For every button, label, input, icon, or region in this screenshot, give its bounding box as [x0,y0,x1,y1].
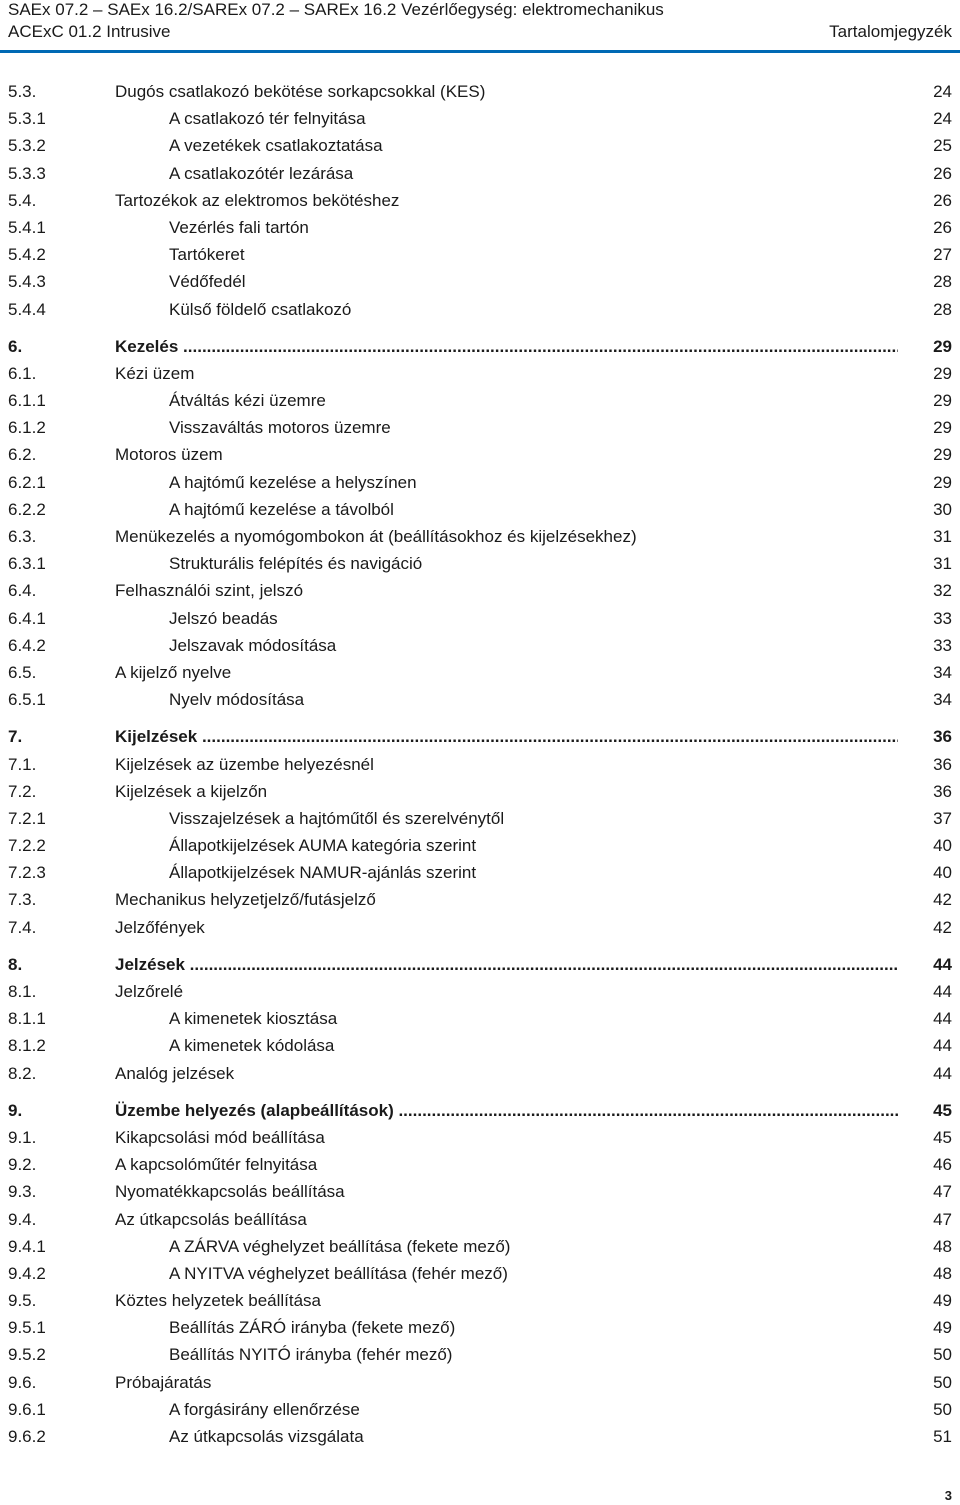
toc-entry-title: Beállítás ZÁRÓ irányba (fekete mező) [169,1318,456,1338]
toc-entry-link[interactable] [0,1369,960,1396]
toc-entry-page: 24 [933,109,952,129]
document-subtitle: ACExC 01.2 Intrusive [8,22,171,41]
toc-entry-title: Strukturális felépítés és navigáció [169,554,423,574]
toc-entry-page: 40 [933,863,952,883]
toc-entry-number: 7.1. [8,754,37,774]
toc-entry-page: 26 [933,190,952,210]
toc-entry-page: 40 [933,836,952,856]
toc-entry-number: 9.4. [8,1209,37,1229]
toc-entry-number: 6.2.1 [8,472,46,492]
toc-entry-page: 37 [933,808,952,828]
section-label: Tartalomjegyzék [829,22,952,41]
document-title: SAEx 07.2 – SAEx 16.2/SAREx 07.2 – SAREx 16.2 Vezérlőegység: elektromechanikus [8,0,664,19]
toc-entry-title: A kijelző nyelve [115,662,232,682]
toc-entry-title: Vezérlés fali tartón [169,217,309,237]
toc-entry-number: 7.2.2 [8,836,46,856]
toc-entry-link[interactable] [0,778,960,805]
toc-entry-page: 44 [933,1063,952,1083]
toc-entry-title: A kimenetek kódolása [169,1036,335,1056]
toc-entry-number: 8.1. [8,982,37,1001]
toc-entry-title: Kijelzések a kijelzőn [115,781,268,801]
toc-entry-title: Köztes helyzetek beállítása [115,1291,322,1311]
toc-entry-page: 29 [933,363,952,383]
toc-entry-link[interactable] [0,605,960,632]
toc-entry-page: 34 [933,662,952,682]
toc-entry-page: 29 [933,391,952,411]
toc-entry-number: 9.3. [8,1182,37,1202]
toc-entry-link[interactable] [0,160,960,187]
toc-entry-page: 33 [933,608,952,628]
toc-entry-number: 9.1. [8,1127,37,1147]
header-divider [0,50,960,53]
toc-entry-page: 46 [933,1155,952,1175]
toc-entry-title: Jelzőfények [115,917,205,937]
toc-entry-page: 44 [933,1036,952,1056]
toc-entry-number: 9.6. [8,1372,37,1392]
toc-entry-number: 5.3.1 [8,109,46,129]
toc-entry-title: Jelszavak módosítása [169,635,337,655]
toc-entry-title: A hajtómű kezelése a távolból [169,499,394,519]
toc-entry-number: 5.4.2 [8,245,46,265]
toc-entry-title: A kimenetek kiosztása [169,1009,338,1029]
toc-entry-page: 25 [933,136,952,156]
toc-entry-link[interactable] [0,360,960,387]
toc-entry-title: A kapcsolóműtér felnyitása [115,1155,318,1175]
toc-entry-number: 5.4.4 [8,299,46,319]
toc-entry-number: 5.3.3 [8,163,46,183]
toc-entry-link[interactable] [0,296,960,323]
toc-entry-page: 26 [933,163,952,183]
toc-entry-number: 9.2. [8,1155,37,1175]
toc-entry-title: Kezelés ..... [115,333,898,360]
toc-entry-page: 50 [933,1399,952,1419]
toc-entry-number: 7.4. [8,917,37,937]
toc-entry-number: 6.1.1 [8,391,46,411]
toc-entry-title: Jelzőrelé [115,982,184,1001]
toc-entry-page: 34 [933,690,952,710]
toc-entry-title: Menükezelés a nyomógombokon át (beállításokhoz és kijelzésekhez) [115,527,637,546]
toc-entry-link[interactable] [0,886,960,913]
toc-entry-link[interactable] [0,832,960,859]
toc-entry-title: A ZÁRVA véghelyzet beállítása (fekete mező) [169,1236,511,1256]
toc-entry-title: Kézi üzem [115,363,195,383]
toc-entry-link[interactable] [0,1341,960,1368]
toc-entry-title: A forgásirány ellenőrzése [169,1399,360,1419]
toc-entry-number: 5.3. [8,82,37,101]
toc-entry-link[interactable] [0,387,960,414]
toc-entry-page: 42 [933,917,952,937]
toc-entry-number: 6.3. [8,527,37,546]
toc-entry-page: 45 [933,1127,952,1147]
toc-entry-link[interactable] [0,1314,960,1341]
toc-entry-title: A NYITVA véghelyzet beállítása (fehér mező) [169,1263,508,1283]
toc-entry-page: 33 [933,635,952,655]
toc-entry-page: 45 [933,1100,952,1120]
toc-entry-page: 26 [933,217,952,237]
toc-entry-page: 29 [933,336,952,356]
toc-entry-title: Kijelzések az üzembe helyezésnél [115,754,374,774]
toc-entry-link[interactable] [0,268,960,295]
toc-entry-number: 7.3. [8,890,37,910]
toc-entry-page: 48 [933,1263,952,1283]
toc-entry-link[interactable] [0,1178,960,1205]
toc-entry-page: 28 [933,299,952,319]
toc-entry-title: Próbajáratás [115,1372,212,1392]
toc-entry-number: 5.3.2 [8,136,46,156]
toc-entry-page: 30 [933,499,952,519]
toc-entry-link[interactable] [0,550,960,577]
toc-entry-page: 47 [933,1209,952,1229]
toc-entry-link[interactable] [0,805,960,832]
toc-entry-link[interactable] [0,1287,960,1314]
toc-entry-number: 9.5. [8,1291,37,1311]
toc-entry-link[interactable] [0,1005,960,1032]
toc-entry-link[interactable] [0,1151,960,1178]
toc-entry-link[interactable] [0,859,960,886]
toc-entry-number: 6. [8,336,23,356]
toc-entry-link[interactable] [0,441,960,468]
toc-entry-title: Motoros üzem [115,445,223,465]
toc-entry-title: Tartozékok az elektromos bekötéshez [115,190,400,210]
toc-entry-link[interactable] [0,659,960,686]
toc-entry-number: 9.4.1 [8,1236,46,1256]
toc-entry-page: 31 [933,554,952,574]
toc-entry-number: 6.4. [8,581,37,601]
toc-entry-page: 36 [933,727,952,747]
toc-entry-page: 29 [933,445,952,465]
toc-entry-link[interactable] [0,1206,960,1233]
toc-entry-page: 36 [933,754,952,774]
toc-entry-title: A csatlakozótér lezárása [169,163,354,183]
toc-entry-number: 6.4.1 [8,608,46,628]
toc-entry-page: 29 [933,472,952,492]
toc-entry-number: 6.2. [8,445,37,465]
toc-entry-title: Felhasználói szint, jelszó [115,581,304,601]
toc-entry-number: 6.4.2 [8,635,46,655]
toc-entry-link[interactable] [0,751,960,778]
toc-entry-number: 8.1.1 [8,1009,46,1029]
toc-entry-page: 50 [933,1345,952,1365]
toc-entry-number: 7.2.1 [8,808,46,828]
toc-entry-page: 44 [933,1009,952,1029]
toc-entry-page: 44 [933,982,952,1001]
toc-entry-title: Nyelv módosítása [169,690,305,710]
toc-entry-title: Az útkapcsolás vizsgálata [169,1427,364,1446]
toc-entry-title: Védőfedél [169,272,246,292]
toc-entry-link[interactable] [0,214,960,241]
toc-entry-number: 6.5. [8,662,37,682]
toc-entry-number: 9.4.2 [8,1263,46,1283]
toc-entry-number: 8.1.2 [8,1036,46,1056]
toc-entry-link[interactable] [0,1233,960,1260]
toc-entry-link[interactable] [0,914,960,941]
toc-entry-title: Mechanikus helyzetjelző/futásjelző [115,890,376,910]
toc-entry-page: 32 [933,581,952,601]
toc-entry-title: A hajtómű kezelése a helyszínen [169,472,417,492]
toc-entry-number: 6.3.1 [8,554,46,574]
toc-entry-number: 9.6.1 [8,1399,46,1419]
toc-entry-link[interactable] [0,469,960,496]
toc-entry-number: 7.2. [8,781,37,801]
toc-chapter-link[interactable] [0,1097,960,1124]
toc-chapter-link[interactable] [0,723,960,750]
toc-entry-title: Visszaváltás motoros üzemre [169,418,391,438]
toc-entry-number: 6.1. [8,363,37,383]
toc-entry-number: 8. [8,954,23,974]
toc-entry-title: Átváltás kézi üzemre [169,391,326,411]
toc-entry-number: 5.4.3 [8,272,46,292]
toc-entry-number: 7.2.3 [8,863,46,883]
toc-entry-page: 24 [933,82,952,101]
toc-entry-link[interactable] [0,1032,960,1059]
toc-entry-title: Dugós csatlakozó bekötése sorkapcsokkal (KES) [115,82,486,101]
toc-entry-title: Üzembe helyezés (alapbeállítások) ..... [115,1097,898,1124]
toc-entry-link[interactable] [0,1060,960,1087]
toc-entry-number: 5.4.1 [8,217,46,237]
toc-entry-page: 31 [933,527,952,546]
toc-entry-page: 36 [933,781,952,801]
toc-entry-link[interactable] [0,241,960,268]
toc-entry-number: 6.2.2 [8,499,46,519]
toc-entry-number: 6.1.2 [8,418,46,438]
toc-entry-link[interactable] [0,1423,960,1450]
toc-chapter-link[interactable] [0,951,960,978]
toc-entry-link[interactable] [0,132,960,159]
toc-entry-title: Állapotkijelzések NAMUR-ajánlás szerint [169,863,477,883]
toc-entry-page: 29 [933,418,952,438]
toc-entry-number: 7. [8,727,23,747]
toc-entry-title: Visszajelzések a hajtóműtől és szerelvénytől [169,808,505,828]
toc-entry-page: 50 [933,1372,952,1392]
toc-entry-link[interactable] [0,187,960,214]
toc-entry-number: 9.5.2 [8,1345,46,1365]
toc-entry-link[interactable] [0,414,960,441]
toc-entry-page: 27 [933,245,952,265]
toc-entry-page: 48 [933,1236,952,1256]
toc-entry-link[interactable] [0,78,960,105]
toc-entry-title: Analóg jelzések [115,1063,235,1083]
toc-entry-link[interactable] [0,1396,960,1423]
toc-entry-title: Jelszó beadás [169,608,278,628]
table-of-contents [0,78,960,1450]
toc-entry-number: 9.5.1 [8,1318,46,1338]
toc-entry-link[interactable] [0,105,960,132]
toc-entry-title: Az útkapcsolás beállítása [115,1209,307,1229]
toc-entry-page: 47 [933,1182,952,1202]
toc-entry-link[interactable] [0,686,960,713]
toc-entry-page: 49 [933,1291,952,1311]
page-header [0,0,960,68]
toc-entry-link[interactable] [0,523,960,550]
toc-entry-number: 9. [8,1100,23,1120]
toc-entry-number: 6.5.1 [8,690,46,710]
toc-entry-title: Nyomatékkapcsolás beállítása [115,1182,345,1202]
toc-entry-title: A vezetékek csatlakoztatása [169,136,383,156]
toc-entry-link[interactable] [0,632,960,659]
toc-entry-title: Tartókeret [169,245,245,265]
toc-entry-link[interactable] [0,978,960,1005]
toc-entry-link[interactable] [0,1260,960,1287]
toc-entry-page: 49 [933,1318,952,1338]
toc-entry-title: Kikapcsolási mód beállítása [115,1127,325,1147]
toc-entry-title: Állapotkijelzések AUMA kategória szerint [169,836,477,856]
toc-entry-title: Kijelzések ..... [115,723,898,750]
toc-entry-page: 44 [933,954,952,974]
toc-entry-number: 5.4. [8,190,37,210]
toc-chapter-link[interactable] [0,333,960,360]
toc-entry-title: Külső földelő csatlakozó [169,299,352,319]
toc-entry-title: Beállítás NYITÓ irányba (fehér mező) [169,1345,453,1365]
toc-entry-page: 42 [933,890,952,910]
toc-entry-number: 8.2. [8,1063,37,1083]
toc-entry-link[interactable] [0,1124,960,1151]
toc-entry-link[interactable] [0,496,960,523]
page-number: 3 [944,1488,952,1503]
toc-entry-number: 9.6.2 [8,1427,46,1446]
toc-entry-link[interactable] [0,577,960,604]
toc-entry-page: 28 [933,272,952,292]
toc-entry-title: Jelzések ..... [115,951,898,978]
toc-entry-page: 51 [933,1427,952,1446]
toc-entry-title: A csatlakozó tér felnyitása [169,109,366,129]
